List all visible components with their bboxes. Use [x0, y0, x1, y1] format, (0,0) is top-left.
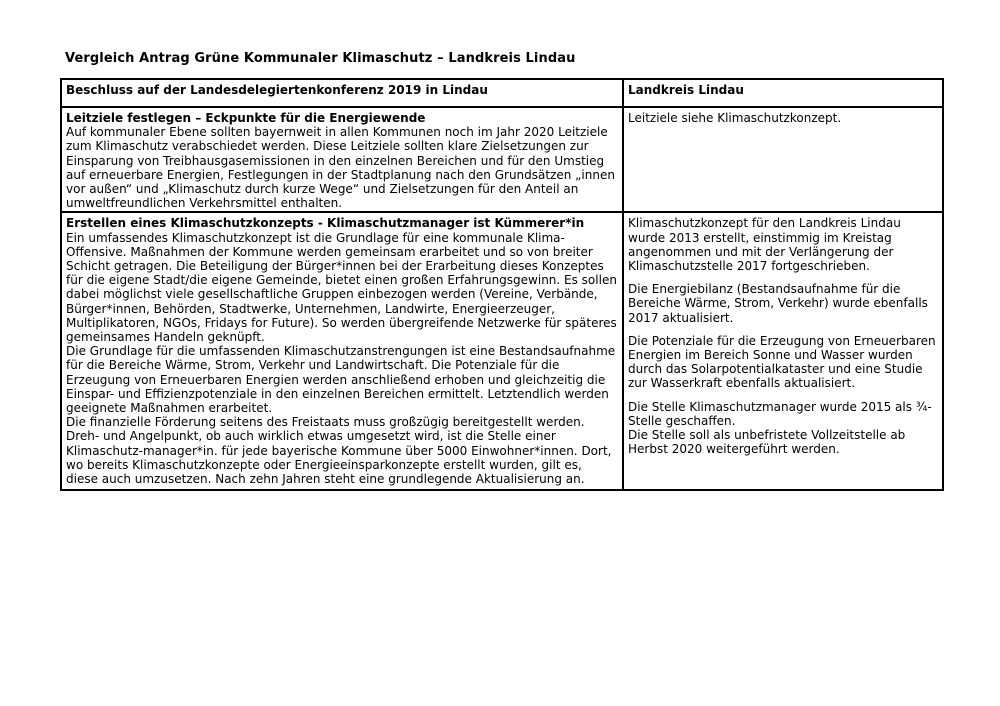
paragraph-line: Die Grundlage für die umfassenden Klimaschutzanstrengungen ist eine Bestandsaufnahme für die Bereiche Wärme, Strom, Verkehr und Landwirtschaft. Die Potenziale für die Erzeugung von Erneuerbaren Energien werden anschließend erhoben und gleichzeitig die Einspar- und Effizienzpotenziale in den einzelnen Bereichen ermittelt. Letztendlich werden geeignete Maßnahmen erarbeitet.	[66, 344, 616, 416]
paragraph-line: Klimaschutzkonzept für den Landkreis Lindau wurde 2013 erstellt, einstimmig im Kreistag angenommen und mit der Verlängerung der Klimaschutzstelle 2017 fortgeschrieben.	[628, 216, 901, 274]
paragraph	[66, 125, 617, 210]
paragraph	[628, 400, 937, 457]
paragraph-line: Die Stelle soll als unbefristete Vollzeitstelle ab Herbst 2020 weitergeführt werden.	[628, 428, 906, 457]
paragraph-line: Auf kommunaler Ebene sollten bayernweit in allen Kommunen noch im Jahr 2020 Leitziele zum Klimaschutz verabschiedet werden. Diese Leitziele sollten klare Zielsetzungen zur Einsparung von Treibhausgasemissionen in den einzelnen Bereichen und für den Umstieg auf erneuerbare Energien, Festlegungen in der Stadtplanung nach den Grundsätzen „innen vor außen“ und „Klimaschutz durch kurze Wege“ und Zielsetzungen für den Anteil an umweltfreundlichen Verkehrsmittel enthalten.	[66, 125, 615, 211]
cell-konzept-beschluss	[61, 212, 623, 490]
paragraph	[66, 231, 617, 345]
table-row-klimaschutzkonzept	[61, 212, 943, 490]
paragraph	[628, 282, 937, 325]
paragraph	[628, 334, 937, 391]
table-header-row	[61, 79, 943, 107]
cell-leitziele-beschluss	[61, 107, 623, 212]
comparison-table	[60, 78, 944, 491]
paragraph-line: Leitziele siehe Klimaschutzkonzept.	[628, 111, 842, 125]
paragraph-line: Die Potenziale für die Erzeugung von Erneuerbaren Energien im Bereich Sonne und Wasser wurden durch das Solarpotentialkataster und eine Studie zur Wasserkraft ebenfalls aktualisiert.	[628, 333, 936, 391]
paragraph	[66, 415, 617, 429]
cell-body-leitziele-landkreis	[628, 111, 937, 125]
table-row-leitziele	[61, 107, 943, 212]
paragraph	[66, 429, 617, 486]
document-title: Vergleich Antrag Grüne Kommunaler Klimaschutz – Landkreis Lindau	[65, 51, 576, 66]
paragraph-line: Ein umfassendes Klimaschutzkonzept ist die Grundlage für eine kommunale Klima-Offensive. Maßnahmen der Kommune werden gemeinsam erarbeitet und so von breiter Schicht getragen. Die Beteiligung der Bürger*innen bei der Erarbeitung dieses Konzeptes für die eigene Stadt/die eigene Gemeinde, bietet einen großen Erfahrungsgewinn. Es sollen dabei möglichst viele gesellschaftliche Gruppen einbezogen werden (Vereine, Verbände, Bürger*innen, Behörden, Stadtwerke, Unternehmen, Landwirte, Energieerzeuger, Multiplikatoren, NGOs, Fridays for Future). So werden übergreifende Netzwerke für späteres gemeinsames Handeln geknüpft.	[66, 230, 617, 345]
header-cell-beschluss: Beschluss auf der Landesdelegiertenkonferenz 2019 in Lindau	[61, 79, 623, 107]
cell-heading-konzept: Erstellen eines Klimaschutzkonzepts - Klimaschutzmanager ist Kümmerer*in	[66, 216, 585, 231]
paragraph	[628, 216, 937, 273]
cell-leitziele-landkreis	[623, 107, 943, 212]
paragraph-line: Dreh- und Angelpunkt, ob auch wirklich etwas umgesetzt wird, ist die Stelle einer Klimaschutz-manager*in. für jede bayerische Kommune über 5000 Einwohner*innen. Dort, wo bereits Klimaschutzkonzepte oder Energieeinsparkonzepte erstellt wurden, gilt es, diese auch umzusetzen. Nach zehn Jahren steht eine grundlegende Aktualisierung an.	[66, 429, 612, 487]
paragraph	[66, 344, 617, 415]
paragraph-line: Die finanzielle Förderung seitens des Freistaats muss großzügig bereitgestellt werden.	[66, 415, 585, 430]
paragraph	[628, 111, 937, 125]
cell-body-konzept-beschluss	[66, 231, 617, 487]
cell-heading-leitziele: Leitziele festlegen – Eckpunkte für die Energiewende	[66, 111, 426, 125]
paragraph-line: Die Stelle Klimaschutzmanager wurde 2015 als ¾-Stelle geschaffen.	[628, 399, 932, 428]
cell-konzept-landkreis	[623, 212, 943, 490]
cell-body-konzept-landkreis	[628, 216, 937, 456]
cell-body-leitziele-beschluss	[66, 125, 617, 210]
paragraph-line: Die Energiebilanz (Bestandsaufnahme für die Bereiche Wärme, Strom, Verkehr) wurde ebenfalls 2017 aktualisiert.	[628, 282, 928, 325]
header-cell-landkreis: Landkreis Lindau	[623, 79, 943, 107]
